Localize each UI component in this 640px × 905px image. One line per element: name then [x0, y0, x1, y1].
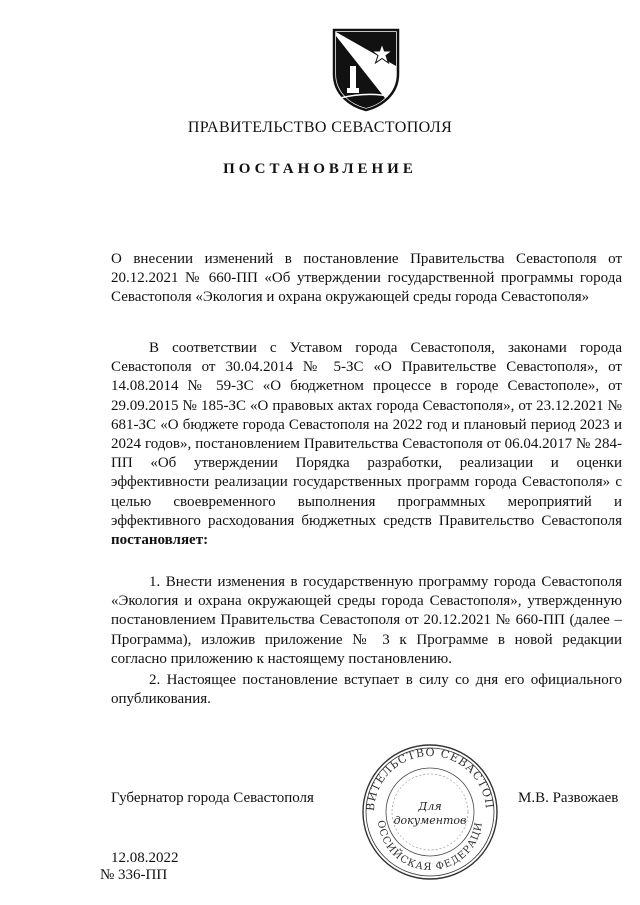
stamp-outer-text: ВИТЕЛЬСТВО СЕВАСТОП	[363, 745, 497, 812]
stamp-center-line1: Для	[418, 800, 442, 813]
official-stamp	[360, 742, 500, 882]
clause-2	[111, 671, 622, 709]
resolves-word: постановляет:	[111, 532, 209, 549]
document-date: 12.08.2022	[111, 850, 179, 866]
document-number: № 336-ПП	[100, 867, 168, 883]
government-title: ПРАВИТЕЛЬСТВО СЕВАСТОПОЛЯ	[187, 119, 453, 136]
preamble-text: В соответствии с Уставом города Севастополя, законами города Севастополя от 30.04.2014 № 5-ЗС «О Правительстве Севастополя», от 14.08.2014 № 59-ЗС «О бюджетном процессе в городе Севастополе», от 29.09.2015 № 185-ЗС «О правовых актах города Севастополя», от 23.12.2021 № 681-ЗС «О бюджете города Севастополя на 2022 год и плановый период 2023 и 2024 годов», постановлением Правительства Севастополя от 06.04.2017 № 284-ПП «Об утверждении Порядка разработки, реализации и оценки эффективности реализации государственных программ города Севастополя» с целью своевременного выполнения программных мероприятий и эффективного расходования бюджетных средств Правительство Севастополя	[111, 340, 622, 529]
clause-1-text: 1. Внести изменения в государственную программу города Севастополя «Экология и охрана окружающей среды города Севастополя», утвержденную постановлением Правительства Севастополя от 20.12.2021 № 660-ПП (далее – Программа), изложив приложение № 3 к Программе в новой редакции согласно приложению к настоящему постановлению.	[111, 574, 622, 667]
document-type-heading: ПОСТАНОВЛЕНИЕ	[223, 161, 417, 177]
clause-2-text: 2. Настоящее постановление вступает в силу со дня его официального опубликования.	[111, 672, 622, 708]
preamble-paragraph	[111, 339, 622, 550]
clause-1	[111, 573, 622, 669]
signer-position: Губернатор города Севастополя	[111, 790, 314, 806]
stamp-center-line2: документов	[393, 814, 467, 827]
stamp-lower-text: ОССИЙСКАЯ ФЕДЕРАЦИ	[374, 819, 486, 874]
coat-of-arms-icon	[330, 26, 402, 112]
signer-name: М.В. Развожаев	[518, 790, 619, 806]
resolution-subject: О внесении изменений в постановление Правительства Севастополя от 20.12.2021 № 660-ПП «Об утверждении государственной программы города Севастополя «Экология и охрана окружающей среды города Севастополя»	[111, 251, 622, 306]
